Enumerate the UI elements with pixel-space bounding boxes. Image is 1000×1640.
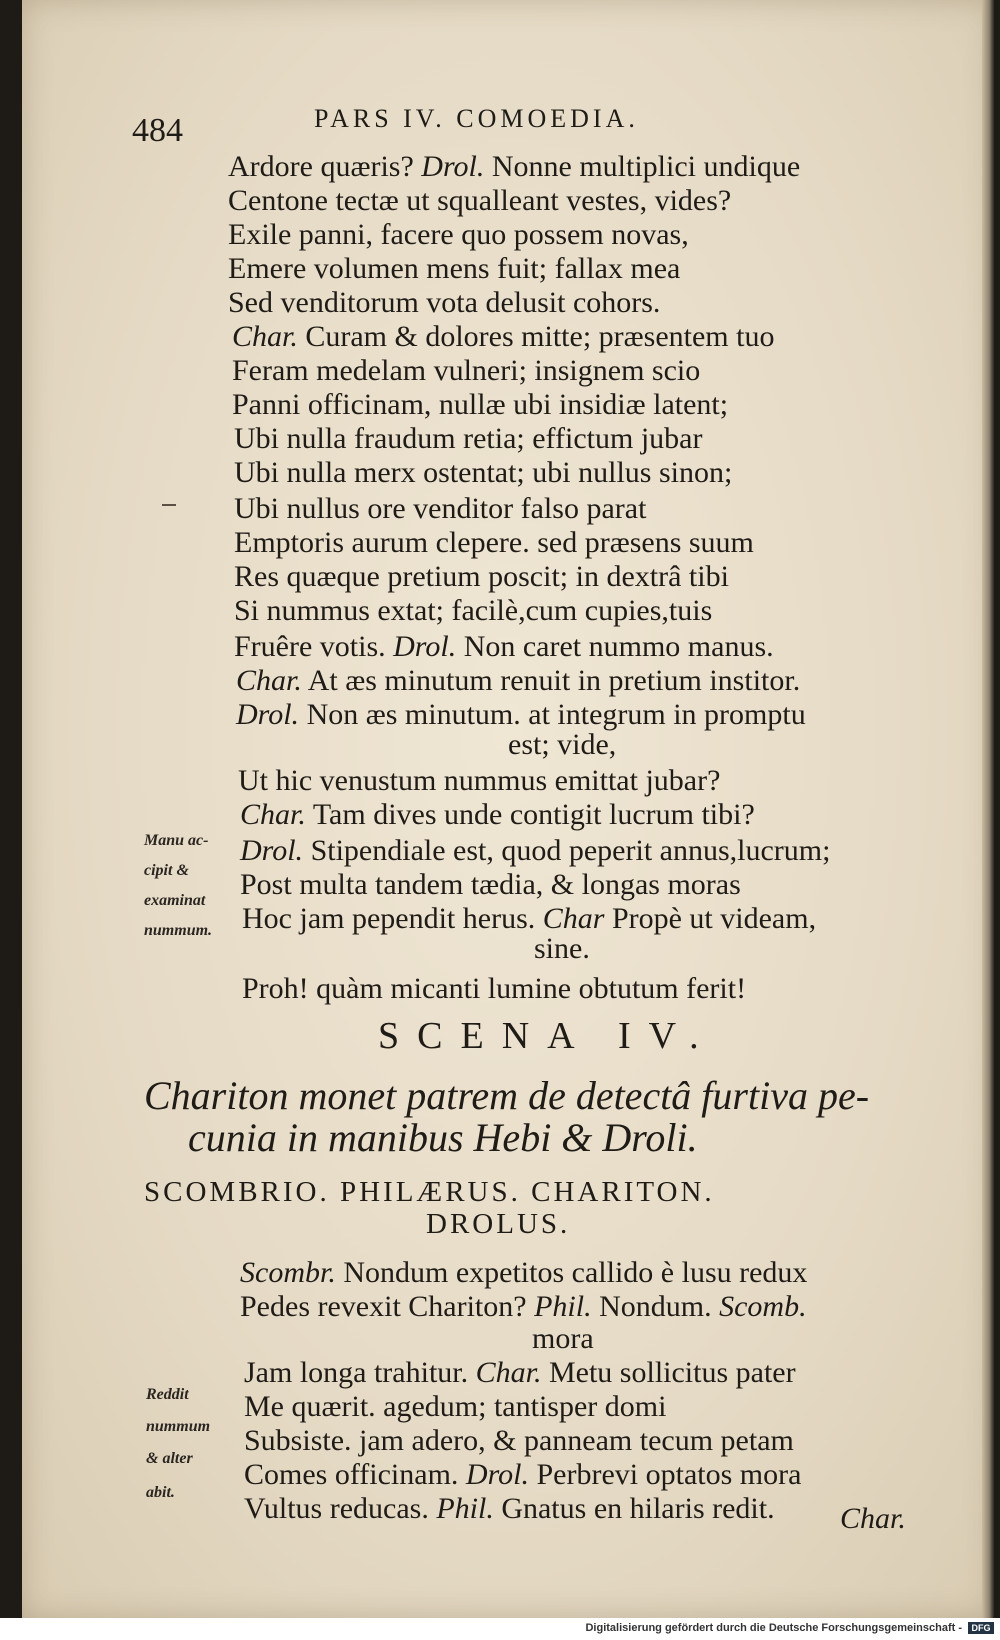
page-number: 484 bbox=[132, 112, 183, 149]
verse-line bbox=[238, 764, 720, 798]
verse-text: Nonne multiplici undique bbox=[484, 150, 801, 183]
speaker-name: Drol. bbox=[465, 1458, 529, 1491]
dramatis-personae-line-1: SCOMBRIO. PHILÆRUS. CHARITON. bbox=[144, 1176, 715, 1208]
verse-line bbox=[532, 1322, 594, 1356]
verse-text: Non caret nummo manus. bbox=[456, 630, 774, 663]
verse-line bbox=[234, 422, 702, 456]
dramatis-personae-line-2: DROLUS. bbox=[426, 1208, 571, 1240]
verse-text: Jam longa trahitur. bbox=[244, 1356, 476, 1389]
verse-line bbox=[240, 1290, 807, 1324]
verse-line bbox=[240, 1256, 807, 1290]
verse-text: Panni officinam, nullæ ubi insidiæ latent; bbox=[232, 388, 729, 421]
verse-text: Emptoris aurum clepere. sed præsens suum bbox=[234, 526, 754, 559]
verse-text: Ardore quæris? bbox=[228, 150, 422, 183]
verse-text: Centone tectæ ut squalleant vestes, vides? bbox=[228, 184, 732, 217]
verse-text: Exile panni, facere quo possem novas, bbox=[228, 218, 689, 251]
speaker-name: Phil. bbox=[436, 1492, 494, 1525]
verse-text: Stipendiale est, quod peperit annus,lucrum; bbox=[303, 834, 831, 867]
verse-text: Ubi nulla merx ostentat; ubi nullus sinon; bbox=[234, 456, 733, 489]
verse-line bbox=[244, 1356, 796, 1390]
verse-text: Nondum expetitos callido è lusu redux bbox=[335, 1256, 808, 1289]
book-page bbox=[22, 0, 994, 1618]
verse-line bbox=[242, 972, 746, 1006]
margin-note-line: nummum. bbox=[144, 922, 213, 939]
verse-line bbox=[228, 286, 660, 320]
verse-line bbox=[234, 526, 754, 560]
speaker-name: Scombr. bbox=[240, 1256, 336, 1289]
speaker-name: Char. bbox=[236, 664, 302, 697]
running-title: PARS IV. COMOEDIA. bbox=[314, 104, 639, 133]
speaker-name: Drol. bbox=[236, 698, 300, 731]
verse-text: Perbrevi optatos mora bbox=[528, 1458, 802, 1491]
speaker-name: Drol. bbox=[421, 150, 485, 183]
dfg-logo: DFG bbox=[968, 1622, 994, 1634]
verse-line bbox=[244, 1424, 794, 1458]
verse-text: Ubi nulla fraudum retia; effictum jubar bbox=[234, 422, 703, 455]
verse-text: Non æs minutum. at integrum in promptu bbox=[299, 698, 806, 731]
verse-line bbox=[232, 388, 728, 422]
verse-text: Ubi nullus ore venditor falso parat bbox=[234, 492, 647, 525]
verse-text: Res quæque pretium poscit; in dextrâ tibi bbox=[234, 560, 729, 593]
verse-line bbox=[244, 1492, 775, 1526]
margin-dash bbox=[162, 504, 176, 506]
verse-line bbox=[240, 798, 755, 832]
speaker-name: Drol. bbox=[393, 630, 457, 663]
margin-note-line: nummum bbox=[146, 1418, 211, 1435]
footer-credit: Digitalisierung gefördert durch die Deutsche Forschungsgemeinschaft - bbox=[585, 1622, 962, 1634]
scene-title: SCENA IV. bbox=[378, 1015, 717, 1057]
verse-line bbox=[244, 1390, 666, 1424]
verse-line bbox=[236, 664, 800, 698]
verse-text: Gnatus en hilaris redit. bbox=[493, 1492, 775, 1525]
verse-line bbox=[228, 150, 800, 184]
verse-line bbox=[228, 218, 689, 252]
verse-text: Proh! quàm micanti lumine obtutum ferit! bbox=[242, 972, 747, 1005]
verse-text: Tam dives unde contigit lucrum tibi? bbox=[305, 798, 755, 831]
verse-line bbox=[234, 594, 712, 628]
verse-text: Post multa tandem tædia, & longas moras bbox=[240, 868, 741, 901]
verse-text: Si nummus extat; facilè,cum cupies,tuis bbox=[234, 594, 713, 627]
verse-text: Subsiste. jam adero, & panneam tecum petam bbox=[244, 1424, 794, 1457]
verse-line bbox=[240, 868, 741, 902]
verse-line bbox=[236, 698, 806, 732]
scene-summary-line-1: Chariton monet patrem de detectâ furtiva pe- bbox=[144, 1073, 870, 1118]
verse-text: At æs minutum renuit in pretium institor. bbox=[301, 664, 801, 697]
verse-text: Fruêre votis. bbox=[234, 630, 394, 663]
speaker-name: Phil. bbox=[534, 1290, 592, 1323]
speaker-name: Char. bbox=[475, 1356, 542, 1389]
verse-line bbox=[232, 320, 774, 354]
margin-note-line: abit. bbox=[146, 1484, 175, 1501]
catchword: Char. bbox=[840, 1502, 906, 1535]
verse-line bbox=[508, 728, 616, 762]
verse-line bbox=[234, 560, 729, 594]
verse-line bbox=[240, 834, 830, 868]
verse-text: Ut hic venustum nummus emittat jubar? bbox=[238, 764, 721, 797]
verse-text: est; vide, bbox=[508, 728, 617, 761]
verse-line bbox=[228, 252, 680, 286]
verse-line bbox=[234, 630, 774, 664]
verse-line bbox=[242, 902, 816, 936]
verse-text: Me quærit. agedum; tantisper domi bbox=[244, 1390, 667, 1423]
verse-text: sine. bbox=[534, 932, 590, 965]
verse-line bbox=[234, 492, 646, 526]
verse-text: Curam & dolores mitte; præsentem tuo bbox=[297, 320, 775, 353]
page-edge bbox=[982, 0, 994, 1618]
verse-text: Comes officinam. bbox=[244, 1458, 466, 1491]
verse-line bbox=[244, 1458, 801, 1492]
verse-text: Metu sollicitus pater bbox=[541, 1356, 796, 1389]
verse-text: Hoc jam pependit herus. bbox=[242, 902, 543, 935]
verse-line bbox=[228, 184, 731, 218]
speaker-name: Char bbox=[542, 902, 605, 935]
speaker-name: Char. bbox=[232, 320, 298, 353]
verse-line bbox=[234, 456, 732, 490]
verse-text: Emere volumen mens fuit; fallax mea bbox=[228, 252, 681, 285]
verse-text: Nondum. bbox=[591, 1290, 720, 1323]
verse-text: mora bbox=[532, 1322, 594, 1355]
digitization-footer bbox=[0, 1618, 1000, 1640]
speaker-name: Scomb. bbox=[719, 1290, 807, 1323]
margin-note-line: cipit & bbox=[144, 862, 189, 879]
speaker-name: Drol. bbox=[240, 834, 304, 867]
scene-summary-line-2: cunia in manibus Hebi & Droli. bbox=[188, 1115, 698, 1160]
verse-text: Feram medelam vulneri; insignem scio bbox=[232, 354, 701, 387]
verse-text: Vultus reducas. bbox=[244, 1492, 437, 1525]
verse-text: Pedes revexit Chariton? bbox=[240, 1290, 535, 1323]
margin-note-line: & alter bbox=[146, 1450, 193, 1467]
margin-note-line: examinat bbox=[144, 892, 206, 909]
margin-note-line: Manu ac- bbox=[144, 832, 209, 849]
verse-text: Sed venditorum vota delusit cohors. bbox=[228, 286, 661, 319]
speaker-name: Char. bbox=[240, 798, 306, 831]
verse-line bbox=[534, 932, 590, 966]
verse-text: Propè ut videam, bbox=[604, 902, 817, 935]
verse-line bbox=[232, 354, 700, 388]
margin-note-line: Reddit bbox=[146, 1386, 189, 1403]
